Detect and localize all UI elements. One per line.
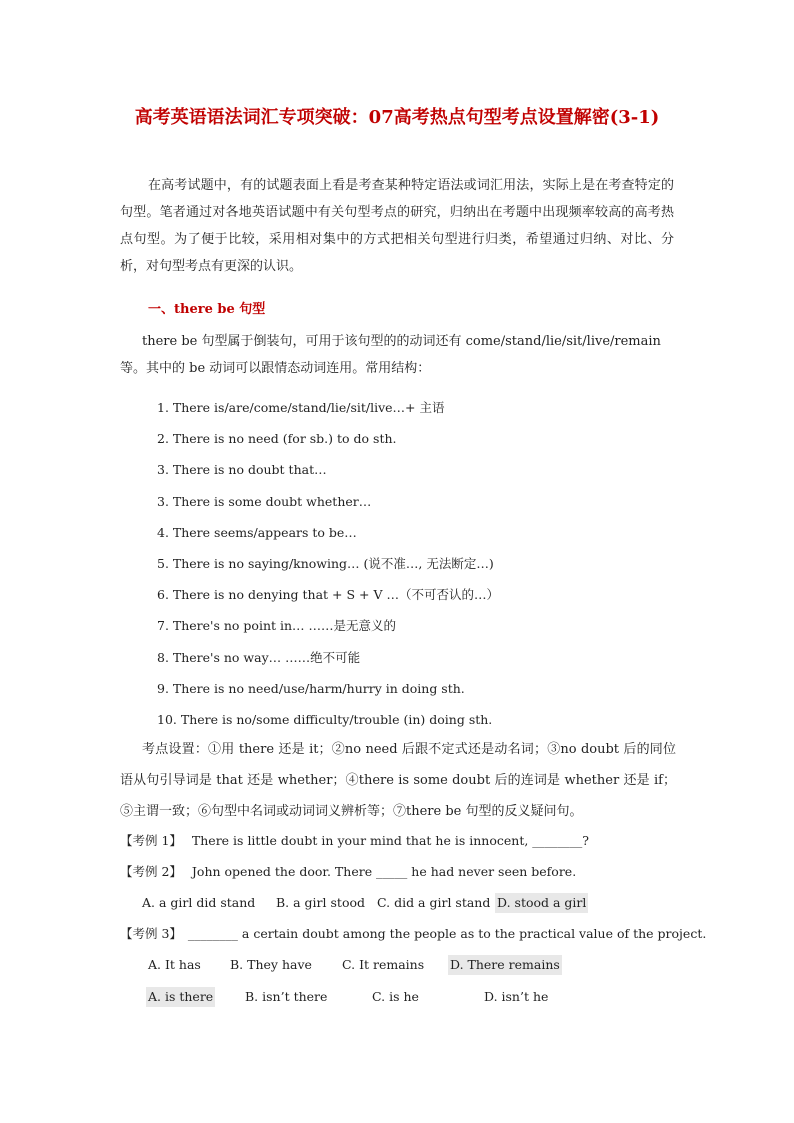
option-d: D. stood a girl [495,893,588,913]
option-c: C. is he [372,989,419,1004]
option-a: A. a girl did stand [142,895,256,910]
example-1 [120,831,589,851]
option-c: C. It remains [342,957,425,972]
structure-item: 9. There is no need/use/harm/hurry in doing sth. [157,680,465,696]
option-b: B. a girl stood [276,895,365,910]
option-a: A. It has [148,957,201,972]
option-d: D. There remains [448,955,562,975]
structure-item: 3. There is no doubt that… [157,462,327,478]
intro-paragraph [120,172,674,280]
example-2 [120,862,576,882]
structure-item: 10. There is no/some difficulty/trouble (in) doing sth. [157,712,493,728]
example-tag: 【考例 1】 [120,833,182,848]
section-description [120,328,676,382]
document-title: 高考英语语法词汇专项突破：07高考热点句型考点设置解密(3-1) [134,107,660,128]
example-question: ________ a certain doubt among the people as to the practical value of the project. [187,926,707,941]
option-b: B. isn’t there [245,989,328,1004]
structure-item: 2. There is no need (for sb.) to do sth. [157,431,397,447]
option-d: D. isn’t he [484,989,549,1004]
structure-item: 6. There is no denying that + S + V …（不可否认的…） [157,587,499,603]
example-question: John opened the door. There _____ he had never seen before. [191,864,577,879]
structure-item: 7. There's no point in… ……是无意义的 [157,618,397,634]
structure-item: 1. There is/are/come/stand/lie/sit/live…+ 主语 [157,400,445,415]
structure-item: 5. There is no saying/knowing… (说不准…, 无法断定…) [157,556,494,572]
example-tag: 【考例 3】 [120,926,182,941]
example-3 [120,924,706,944]
example-question: There is little doubt in your mind that he is innocent, ________? [191,833,589,848]
exam-points-text: 考点设置：①用 there 还是 it；②no need 后跟不定式还是动名词；③no doubt 后的同位语从句引导词是 that 还是 whether；④there is some doubt 后的连词是 whether 还是 if；⑤主谓一致；⑥句型中名词或动词词义辨析等；⑦there be 句型的反义疑问句。 [120,742,676,819]
example-tag: 【考例 2】 [120,864,182,879]
structure-list [157,392,499,735]
description-text: there be 句型属于倒装句，可用于该句型的的动词还有 come/stand/lie/sit/live/remain 等。其中的 be 动词可以跟情态动词连用。常用结构： [120,334,661,376]
structure-item: 3. There is some doubt whether… [157,493,372,509]
option-a: A. is there [146,987,215,1007]
exam-points [120,734,676,827]
intro-text: 在高考试题中，有的试题表面上看是考查某种特定语法或词汇用法，实际上是在考查特定的句型。笔者通过对各地英语试题中有关句型考点的研究，归纳出在考题中出现频率较高的高考热点句型。为了便于比较，采用相对集中的方式把相关句型进行归类，希望通过归纳、对比、分析，对句型考点有更深的认识。 [120,178,674,274]
option-c: C. did a girl stand [377,895,491,910]
structure-item: 4. There seems/appears to be… [157,524,357,540]
option-b: B. They have [230,957,312,972]
section-heading: 一、there be 句型 [148,302,266,317]
structure-item: 8. There's no way… ……绝不可能 [157,649,361,665]
